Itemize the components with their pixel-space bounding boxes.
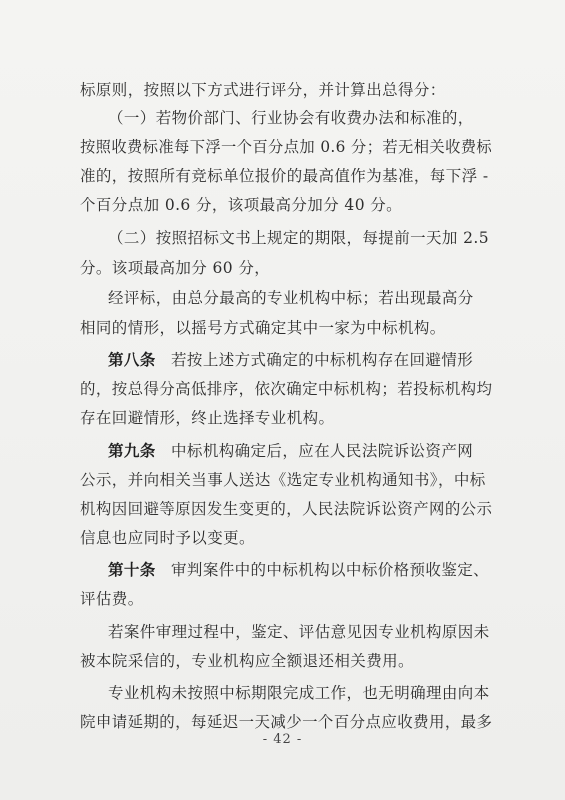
text-line: 按照收费标准每下浮一个百分点加 0.6 分；若无相关收费标 <box>80 138 493 156</box>
text-line: 被本院采信的，专业机构应全额退还相关费用。 <box>80 652 414 670</box>
text-line: （一）若物价部门、行业协会有收费办法和标准的， <box>108 109 474 127</box>
text-line: 专业机构未按照中标期限完成工作，也无明确理由向本 <box>108 684 490 702</box>
article-8-first-line <box>108 350 473 370</box>
text-line: 中标机构确定后，应在人民法院诉讼资产网 <box>171 442 474 460</box>
text-line: 院申请延期的，每延迟一天减少一个百分点应收费用，最多 <box>80 713 493 731</box>
article-heading: 第十条 <box>108 560 156 579</box>
text-line: 分。该项最高加分 60 分， <box>80 259 271 277</box>
text-line: 个百分点加 0.6 分，该项最高分加分 40 分。 <box>80 196 403 214</box>
article-heading: 第九条 <box>108 441 156 460</box>
text-line: 经评标，由总分最高的专业机构中标；若出现最高分 <box>108 289 474 307</box>
article-9-first-line <box>108 441 473 461</box>
text-line: 相同的情形，以摇号方式确定其中一家为中标机构。 <box>80 319 446 337</box>
text-line: 审判案件中的中标机构以中标价格预收鉴定、 <box>171 561 490 579</box>
text-line: 标原则，按照以下方式进行评分，并计算出总得分： <box>80 81 446 99</box>
text-line: 若案件审理过程中，鉴定、评估意见因专业机构原因未 <box>108 623 490 641</box>
text-line: （二）按照招标文书上规定的期限，每提前一天加 2.5 <box>108 229 489 247</box>
text-line: 评估费。 <box>80 590 144 608</box>
text-line: 公示，并向相关当事人送达《选定专业机构通知书》，中标 <box>80 471 486 489</box>
article-10-first-line <box>108 560 489 580</box>
text-line: 存在回避情形，终止选择专业机构。 <box>80 409 335 427</box>
page-number: - 42 - <box>262 732 303 747</box>
article-heading: 第八条 <box>108 350 156 369</box>
text-line: 信息也应同时予以变更。 <box>80 529 255 547</box>
text-line: 机构因回避等原因发生变更的，人民法院诉讼资产网的公示 <box>80 500 493 518</box>
text-line: 的，按总得分高低排序，依次确定中标机构；若投标机构均 <box>80 380 493 398</box>
text-line: 若按上述方式确定的中标机构存在回避情形 <box>171 351 474 369</box>
text-line: 准的，按照所有竞标单位报价的最高值作为基准，每下浮 - <box>80 167 489 185</box>
